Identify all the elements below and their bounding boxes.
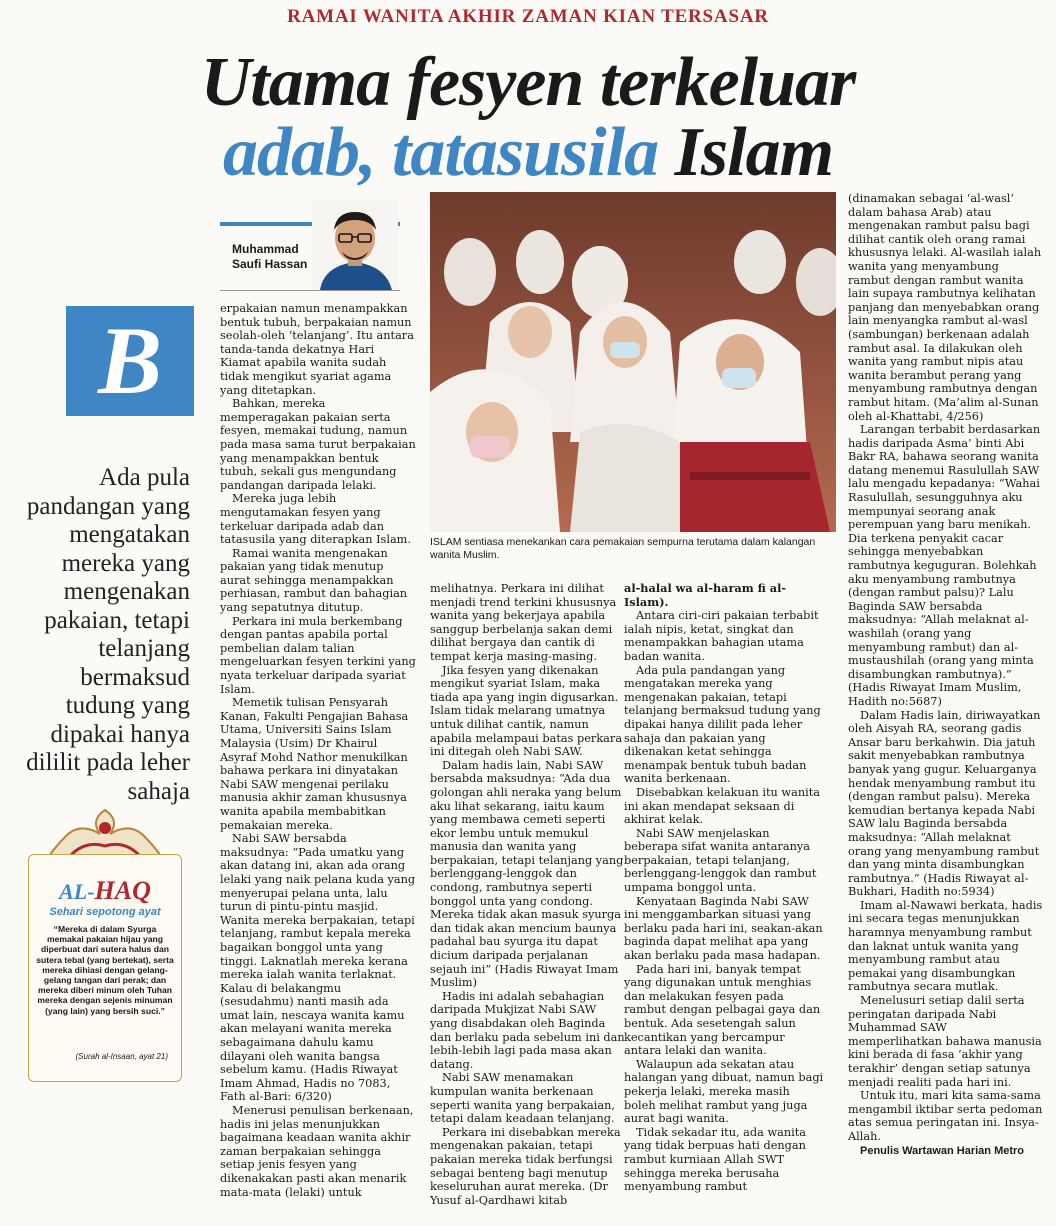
al-haq-title-haq: HAQ [94, 876, 151, 905]
paragraph: Tidak sekadar itu, ada wanita yang tidak berpuas hati dengan rambut kurniaan Allah SWT sehingga mereka berusaha menyambung rambut [624, 1125, 807, 1194]
article-column-3 [624, 582, 824, 1194]
paragraph: Nabi SAW bersabda maksudnya: “Pada umatku yang akan datang ini, akan ada orang lelaki yang naik pelana kuda yang menyerupai pelana unta, lalu turun di pintu-pintu masjid. Wanita mereka berpakaian, tetapi telanjang, rambut kepala mereka bagaikan bonggol unta yang tinggi. Laknatlah mereka kerana mereka ialah wanita terlaknat. Kalau di belakangmu (sesudahmu) nanti masih ada umat lain, nescaya wanita kamu akan melayani wanita mereka sebagaimana dahulu kamu dilayani oleh wanita bangsa sebelum kamu. (Hadis Riwayat Imam Ahmad, Hadis no 7083, Fath al-Bari: 6/320) [220, 832, 416, 1104]
paragraph: Bahkan, mereka memperagakan pakaian serta fesyen, memakai tudung, namun pada masa sama turut berpakaian yang menampakkan bentuk tubuh, sekali gus mengundang pandangan daripada lelaki. [220, 397, 416, 492]
paragraph: Untuk itu, mari kita sama-sama mengambil iktibar serta pedoman atas semua peringatan ini. Insya-Allah. [848, 1089, 1043, 1143]
paragraph: Disebabkan kelakuan itu wanita ini akan mendapat seksaan di akhirat kelak. [624, 785, 820, 827]
pull-quote: Ada pula pandangan yang mengatakan mereka yang mengenakan pakaian, tetapi telanjang bermaksud tudung yang dipakai hanya dililit pada leher sahaja [26, 464, 190, 805]
paragraph: Pada hari ini, banyak tempat yang digunakan untuk menghias dan melakukan fesyen pada rambut dengan pelbagai gaya dan bentuk. Ada sesetengah salun kecantikan yang bercampur antara lelaki dan wanita. [624, 962, 821, 1058]
paragraph: Menelusuri setiap dalil serta peringatan daripada Nabi Muhammad SAW memperlihatkan bahawa manusia kini berada di fasa ‘akhir yang terakhir’ dengan setiap satunya menjadi realiti pada hari ini. [848, 994, 1042, 1089]
author-avatar [312, 200, 398, 290]
paragraph: Ada pula pandangan yang mengatakan mereka yang mengenakan pakaian, tetapi telanjang bermaksud tudung yang dipakai hanya dililit pada leher sahaja dan pakaian yang dikenakan ketat sehingga menampak bentuk tubuh badan wanita berkenaan. [624, 663, 821, 786]
paragraph: Nabi SAW menjelaskan beberapa sifat wanita antaranya berpakaian, tetapi telanjang, berlenggang-lenggok dan rambut umpama bonggol unta. [624, 826, 817, 895]
paragraph: Antara ciri-ciri pakaian terbabit ialah nipis, ketat, singkat dan menampakkan bahagian utama badan wanita. [624, 609, 819, 663]
al-haq-box [28, 806, 182, 1086]
headline-line-2 [0, 114, 1056, 191]
al-haq-subtitle: Sehari sepotong ayat [49, 906, 161, 918]
paragraph: Perkara ini mula berkembang dengan pantas apabila portal pembelian dalam talian mengeluarkan fesyen terkini yang nyata terkeluar daripada syariat Islam. [220, 614, 416, 696]
article-column-1 [220, 302, 416, 1199]
author-first-name: Muhammad [232, 242, 299, 256]
drop-cap: B [66, 306, 194, 416]
al-haq-verse: “Mereka di dalam Syurga memakai pakaian hijau yang diperbuat dari sutera halus dan sutera tebal (yang bertekat), serta mereka dihiasi dengan gelang-gelang tangan dari perak; dan mereka diberi minum oleh Tuhan mereka dengan sejenis minuman (yang lain) yang bersih suci.” [36, 924, 174, 1016]
news-photo [430, 192, 836, 532]
paragraph: Perkara ini disebabkan mereka mengenakan pakaian, tetapi pakaian mereka tidak berfungsi sebagai benteng bagi menutup keseluruhan aurat mereka. (Dr Yusuf al-Qardhawi kitab [430, 1125, 621, 1207]
paragraph: erpakaian namun menampakkan bentuk tubuh, berpakaian namun seolah-oleh ‘telanjang’. Itu antara tanda-tanda dekatnya Hari Kiamat apabila wanita sudah tidak mengikut syariat agama yang ditetapkan. [220, 302, 414, 397]
article-column-2 [430, 582, 626, 1207]
paragraph: Ramai wanita mengenakan pakaian yang tidak menutup aurat sehingga menampakkan perhiasan, rambut dan bahagian yang sepatutnya ditutup. [220, 546, 408, 615]
headline-line-2-dark: Islam [674, 114, 834, 191]
paragraph: Walaupun ada sekatan atau halangan yang dibuat, namun bagi pekerja lelaki, mereka masih boleh melihat rambut yang juga aurat bagi wanita. [624, 1057, 824, 1126]
paragraph: Memetik tulisan Pensyarah Kanan, Fakulti Pengajian Bahasa Utama, Universiti Sains Islam Malaysia (Usim) Dr Khairul Asyraf Mohd Nathor menukilkan bahawa perkara ini dinyatakan Nabi SAW mengenai perilaku manusia akhir zaman khususnya wanita apabila membabitkan pemakaian mereka. [220, 696, 409, 832]
paragraph: Dalam Hadis lain, diriwayatkan oleh Aisyah RA, seorang gadis Ansar baru berkahwin. Dia jatuh sakit menyebabkan rambutnya banyak yang gugur. Keluarganya hendak menyambung rambut itu (dengan rambut palsu). Mereka kemudian bertanya kepada Nabi SAW lalu Baginda bersabda maksudnya: “Allah melaknat orang yang menyambung rambut dan yang minta disambungkan rambutnya.” (Hadis Riwayat al-Bukhari, Hadith no:5934) [848, 708, 1041, 899]
author-last-name: Saufi Hassan [232, 257, 308, 271]
photo-caption: ISLAM sentiasa menekankan cara pemakaian sempurna terutama dalam kalangan wanita Muslim. [430, 536, 816, 561]
paragraph: Nabi SAW menamakan kumpulan wanita berkenaan seperti wanita yang berpakaian, tetapi dalam keadaan telanjang. [430, 1071, 615, 1126]
byline: Penulis Wartawan Harian Metro [860, 1144, 1025, 1157]
paragraph: al-halal wa al-haram fi al-Islam). [624, 581, 787, 609]
al-haq-source: (Surah al-Insaan, ayat 21) [75, 1052, 168, 1061]
headline-line-1: Utama fesyen terkeluar [200, 44, 856, 121]
author-divider [220, 290, 400, 291]
al-haq-title [28, 876, 182, 906]
author-name [232, 242, 307, 272]
paragraph: Dalam hadis lain, Nabi SAW bersabda maksudnya: “Ada dua golongan ahli neraka yang belum aku lihat sekarang, iaitu kaum yang membawa cemeti seperti ekor lembu untuk memukul manusia dan wanita yang berpakaian, tetapi telanjang yang berlenggang-lenggok dan condong, rambutnya seperti bonggol unta yang condong. Mereka tidak akan masuk syurga dan tidak akan mencium baunya padahal bau syurga itu dapat dicium daripada perjalanan sejauh ini” (Hadis Riwayat Imam Muslim) [430, 758, 624, 990]
headline-line-2-blue: adab, tatasusila [222, 114, 659, 191]
paragraph: Larangan terbabit berdasarkan hadis daripada Asma’ binti Abi Bakr RA, bahawa seorang wanita datang menemui Rasulullah SAW lalu mengadu kepadanya: “Wahai Rasulullah, sesungguhnya aku mempunyai seorang anak perempuan yang baru menikah. Dia terkena penyakit cacar sehingga menyebabkan rambutnya keguguran. Bolehkah aku menyambung rambutnya (dengan rambut palsu)? Lalu Baginda SAW bersabda maksudnya: “Allah melaknat al-washilah (orang yang menyambung rambut) dan al-mustaushilah (orang yang minta disambungkan rambutnya).” (Hadis Riwayat Imam Muslim, Hadith no:5687) [848, 423, 1041, 708]
paragraph: Imam al-Nawawi berkata, hadis ini secara tegas menunjukkan haramnya menyambung rambut dan laknat untuk wanita yang menyambung rambut atau pemakai yang disambungkan rambutnya secara mutlak. [848, 898, 1043, 994]
paragraph: Jika fesyen yang dikenakan mengikut syariat Islam, maka tiada apa yang ingin digusarkan. Islam tidak melarang umatnya untuk dilihat cantik, namun apabila melampaui batas perkara ini ditegah oleh Nabi SAW. [430, 663, 623, 759]
al-haq-title-al: AL- [59, 879, 95, 904]
paragraph: Hadis ini adalah sebahagian daripada Mukjizat Nabi SAW yang disabdakan oleh Baginda dan berlaku pada sebelum ini dan lebih-lebih lagi pada masa akan datang. [430, 989, 625, 1071]
kicker: RAMAI WANITA AKHIR ZAMAN KIAN TERSASAR [287, 6, 769, 27]
paragraph: (dinamakan sebagai ‘al-wasl’ dalam bahasa Arab) atau mengenakan rambut palsu bagi dilihat cantik oleh orang ramai khususnya lelaki. Al-wasilah ialah wanita yang menyambung rambut dengan rambut wanita lain supaya rambutnya kelihatan panjang dan menyebabkan orang lain menyangka rambut al-wasl (sambungan) berkenaan adalah rambut asal. Ia dilakukan oleh wanita yang rambut nipis atau wanita berambut perang yang menyambung rambutnya dengan rambut hitam. (Ma’alim al-Sunan oleh al-Khattabi, 4/256) [848, 192, 1042, 423]
paragraph: melihatnya. Perkara ini dilihat menjadi trend terkini khususnya wanita yang bekerjaya apabila sanggup berbelanja sakan demi dilihat bergaya dan cantik di tempat kerja masing-masing. [430, 582, 617, 663]
article-column-4 [848, 192, 1044, 1158]
paragraph: Mereka juga lebih mengutamakan fesyen yang terkeluar daripada adab dan tatasusila yang diterapkan Islam. [220, 492, 411, 547]
paragraph: Kenyataan Baginda Nabi SAW ini menggambarkan situasi yang berlaku pada hari ini, seakan-akan baginda dapat melihat apa yang akan berlaku pada masa hadapan. [624, 894, 823, 963]
paragraph: Menerusi penulisan berkenaan, hadis ini jelas menunjukkan bagaimana keadaan wanita akhir zaman berpakaian sehingga setiap jenis fesyen yang dikenakakan pasti akan menarik mata-mata (lelaki) untuk [220, 1104, 414, 1199]
